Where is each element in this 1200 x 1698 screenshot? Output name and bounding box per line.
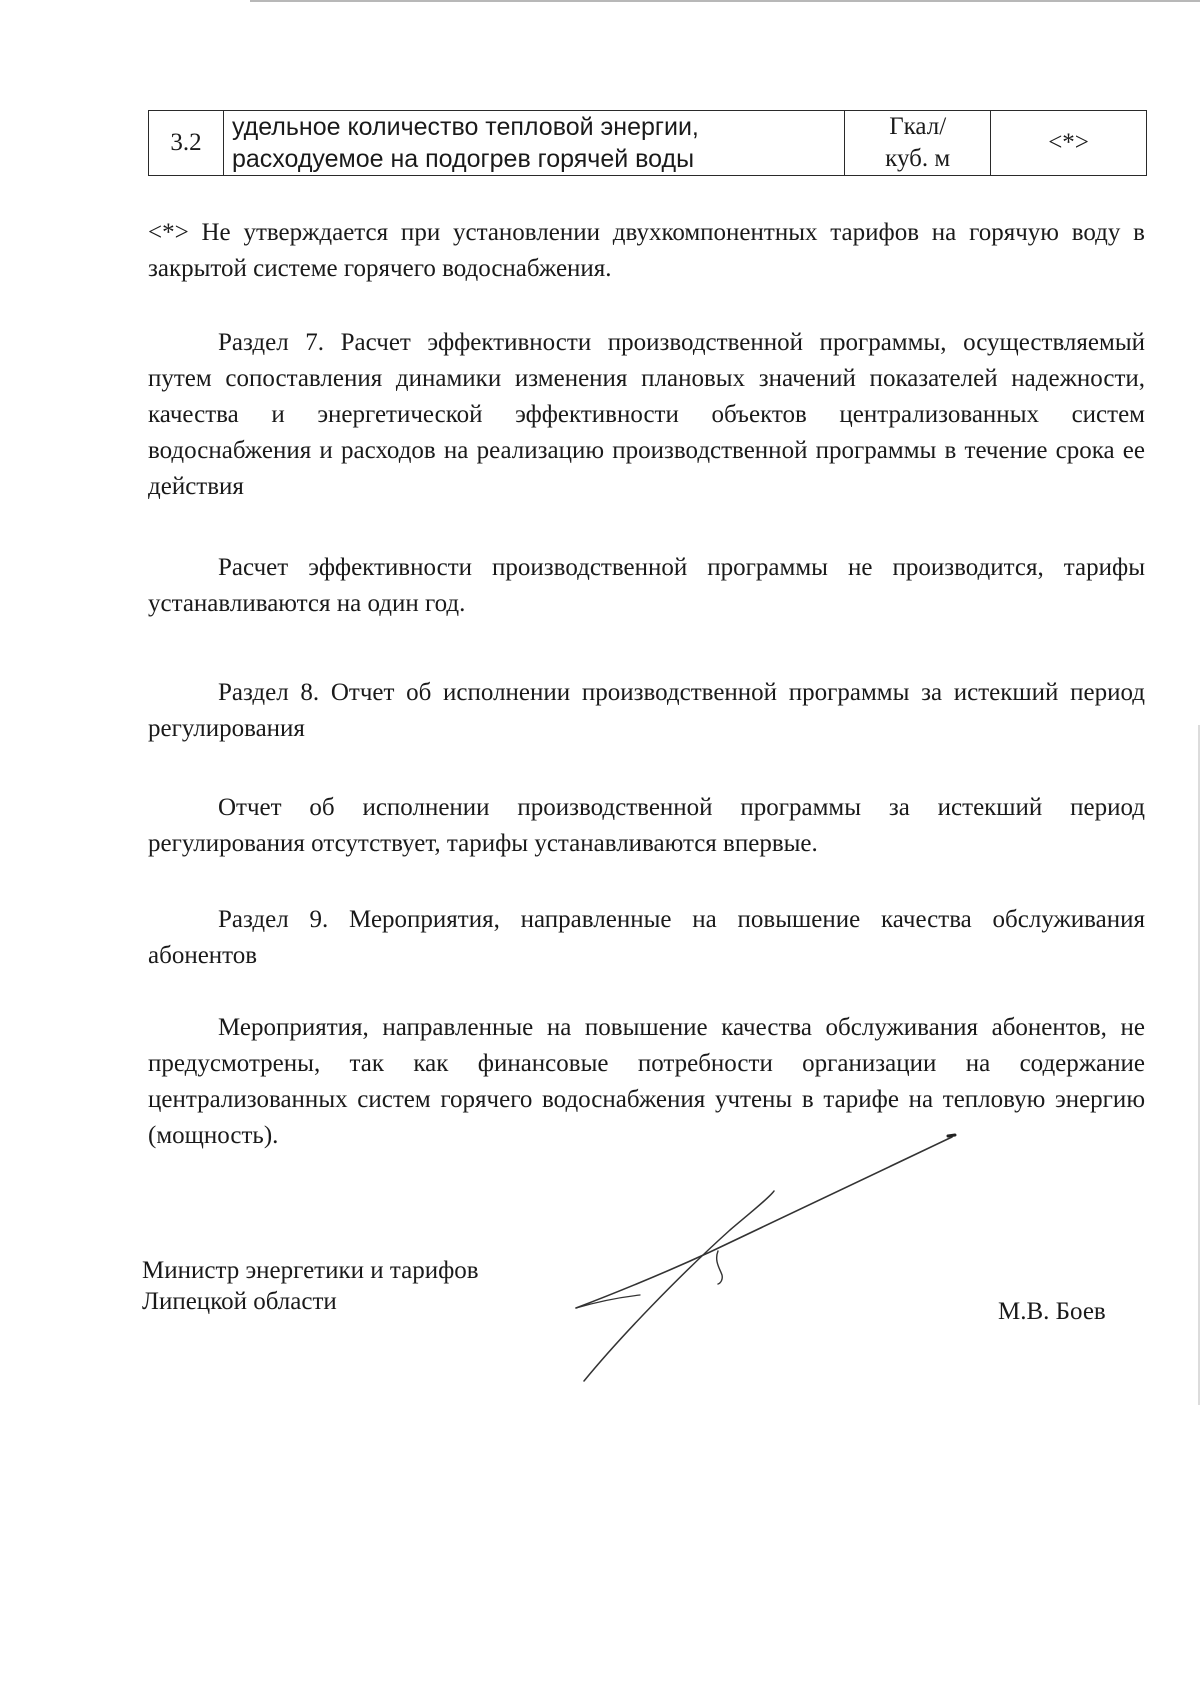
handwritten-signature	[570, 1125, 960, 1385]
section8-heading: Раздел 8. Отчет об исполнении производственной программы за истекший период регулирования	[148, 679, 1145, 742]
table-row	[149, 111, 1147, 176]
row-unit-line2: куб. м	[885, 145, 951, 172]
signatory-position-line1: Министр энергетики и тарифов	[142, 1257, 479, 1284]
section9-heading: Раздел 9. Мероприятия, направленные на повышение качества обслуживания абонентов	[148, 906, 1145, 969]
signatory-position-line2: Липецкой области	[142, 1288, 337, 1315]
indicator-table	[148, 110, 1147, 176]
footnote: <*> Не утверждается при установлении двухкомпонентных тарифов на горячую воду в закрытой системе горячего водоснабжения.	[148, 219, 1145, 282]
row-description	[223, 111, 844, 176]
row-description-line2: расходуемое на подогрев горячей воды	[231, 145, 695, 173]
row-unit-line1: Гкал/	[889, 113, 947, 140]
section7-body: Расчет эффективности производственной программы не производится, тарифы устанавливаются на один год.	[148, 554, 1145, 617]
section8-body: Отчет об исполнении производственной программы за истекший период регулирования отсутствует, тарифы устанавливаются впервые.	[148, 794, 1145, 857]
row-number: 3.2	[149, 111, 224, 176]
row-value: <*>	[991, 111, 1147, 176]
signatory-position	[142, 1255, 479, 1317]
row-description-line1: удельное количество тепловой энергии,	[231, 113, 699, 141]
section9-body: Мероприятия, направленные на повышение качества обслуживания абонентов, не предусмотрены, так как финансовые потребности организации на содержание централизованных систем горячего водоснабжения учтены в тарифе на тепловую энергию (мощность).	[148, 1014, 1145, 1149]
signatory-name: М.В. Боев	[998, 1298, 1106, 1325]
scan-top-edge	[250, 0, 1200, 2]
section7-heading: Раздел 7. Расчет эффективности производственной программы, осуществляемый путем сопоставления динамики изменения плановых значений показателей надежности, качества и энергетической эффективности объектов централизованных систем водоснабжения и расходов на реализацию производственной программы в течение срока ее действия	[148, 329, 1145, 500]
row-unit	[845, 111, 991, 176]
